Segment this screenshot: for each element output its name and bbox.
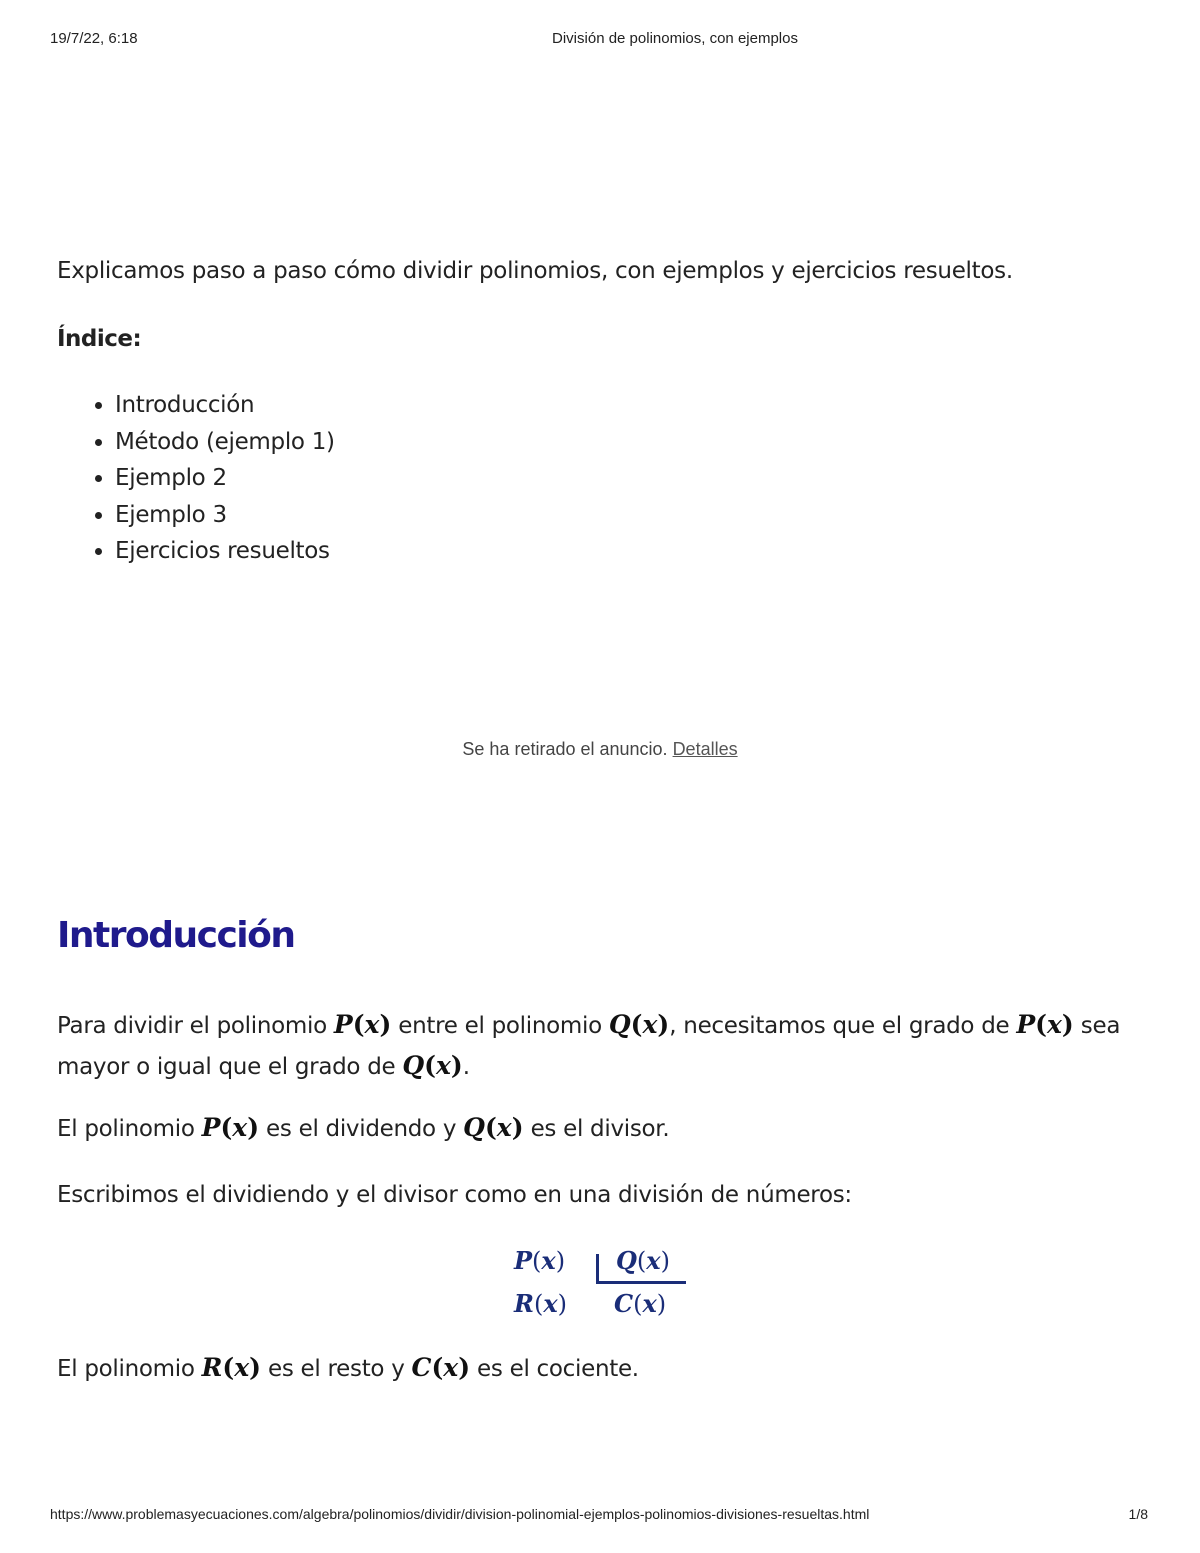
toc-item-label[interactable]: Introducción bbox=[115, 392, 255, 418]
section-title: Introducción bbox=[57, 915, 295, 956]
table-of-contents bbox=[57, 387, 335, 570]
divisor-label: Q(x) bbox=[616, 1246, 670, 1275]
math-q-of-x: Q(x) bbox=[608, 1010, 670, 1039]
toc-item-label[interactable]: Método (ejemplo 1) bbox=[115, 428, 335, 455]
text-run: es el cociente. bbox=[477, 1356, 639, 1382]
text-run: es el resto y bbox=[268, 1356, 405, 1382]
toc-item-label[interactable]: Ejemplo 2 bbox=[115, 465, 227, 491]
text-run: , necesitamos que el grado de bbox=[669, 1013, 1010, 1039]
text-run: Para dividir el polinomio bbox=[57, 1013, 327, 1039]
text-run: El polinomio bbox=[57, 1116, 195, 1142]
text-run: sea mayor o igual que el grado de bbox=[57, 1013, 1121, 1080]
ad-details-link[interactable]: Detalles bbox=[672, 739, 738, 759]
print-date: 19/7/22, 6:18 bbox=[50, 30, 138, 47]
toc-item-ejemplo-3[interactable] bbox=[115, 497, 335, 534]
text-run: es el dividendo y bbox=[266, 1116, 457, 1142]
remainder-label: R(x) bbox=[514, 1289, 568, 1318]
print-page-number: 1/8 bbox=[1128, 1506, 1148, 1522]
print-title: División de polinomios, con ejemplos bbox=[552, 30, 798, 47]
quotient-label: C(x) bbox=[614, 1289, 667, 1318]
intro-paragraph-4 bbox=[57, 1353, 1157, 1382]
math-r-of-x: R(x) bbox=[201, 1353, 261, 1382]
intro-paragraph-1 bbox=[57, 1005, 1157, 1087]
math-p-of-x: P(x) bbox=[1016, 1010, 1074, 1039]
division-scheme bbox=[512, 1244, 692, 1328]
toc-item-introduccion[interactable] bbox=[115, 387, 335, 424]
toc-item-label[interactable]: Ejemplo 3 bbox=[115, 501, 227, 528]
math-c-of-x: C(x) bbox=[411, 1353, 471, 1382]
division-bracket-horizontal bbox=[596, 1281, 686, 1284]
dividend-label: P(x) bbox=[514, 1246, 566, 1275]
intro-paragraph-3: Escribimos el dividiendo y el divisor como en una división de números: bbox=[57, 1182, 852, 1208]
division-bracket-vertical bbox=[596, 1254, 599, 1284]
text-run: es el divisor. bbox=[530, 1116, 670, 1142]
math-q-of-x: Q(x) bbox=[402, 1051, 463, 1080]
toc-item-ejercicios[interactable] bbox=[115, 533, 335, 570]
math-p-of-x: P(x) bbox=[333, 1010, 392, 1039]
intro-text: Explicamos paso a paso cómo dividir polinomios, con ejemplos y ejercicios resueltos. bbox=[57, 258, 1013, 284]
ad-removed-notice bbox=[0, 739, 1200, 760]
toc-item-label[interactable]: Ejercicios resueltos bbox=[115, 538, 330, 564]
toc-item-metodo[interactable] bbox=[115, 424, 335, 461]
ad-removed-text: Se ha retirado el anuncio. bbox=[462, 739, 668, 759]
text-run: El polinomio bbox=[57, 1356, 195, 1382]
toc-item-ejemplo-2[interactable] bbox=[115, 460, 335, 497]
text-run: entre el polinomio bbox=[398, 1013, 602, 1039]
print-footer-url: https://www.problemasyecuaciones.com/algebra/polinomios/dividir/division-polinomial-ejemplos-polinomios-divisiones-resueltas.html bbox=[50, 1506, 870, 1522]
intro-paragraph-2 bbox=[57, 1113, 1157, 1142]
index-heading: Índice: bbox=[57, 326, 142, 352]
text-run: . bbox=[462, 1054, 470, 1080]
math-q-of-x: Q(x) bbox=[463, 1113, 524, 1142]
math-p-of-x: P(x) bbox=[201, 1113, 260, 1142]
